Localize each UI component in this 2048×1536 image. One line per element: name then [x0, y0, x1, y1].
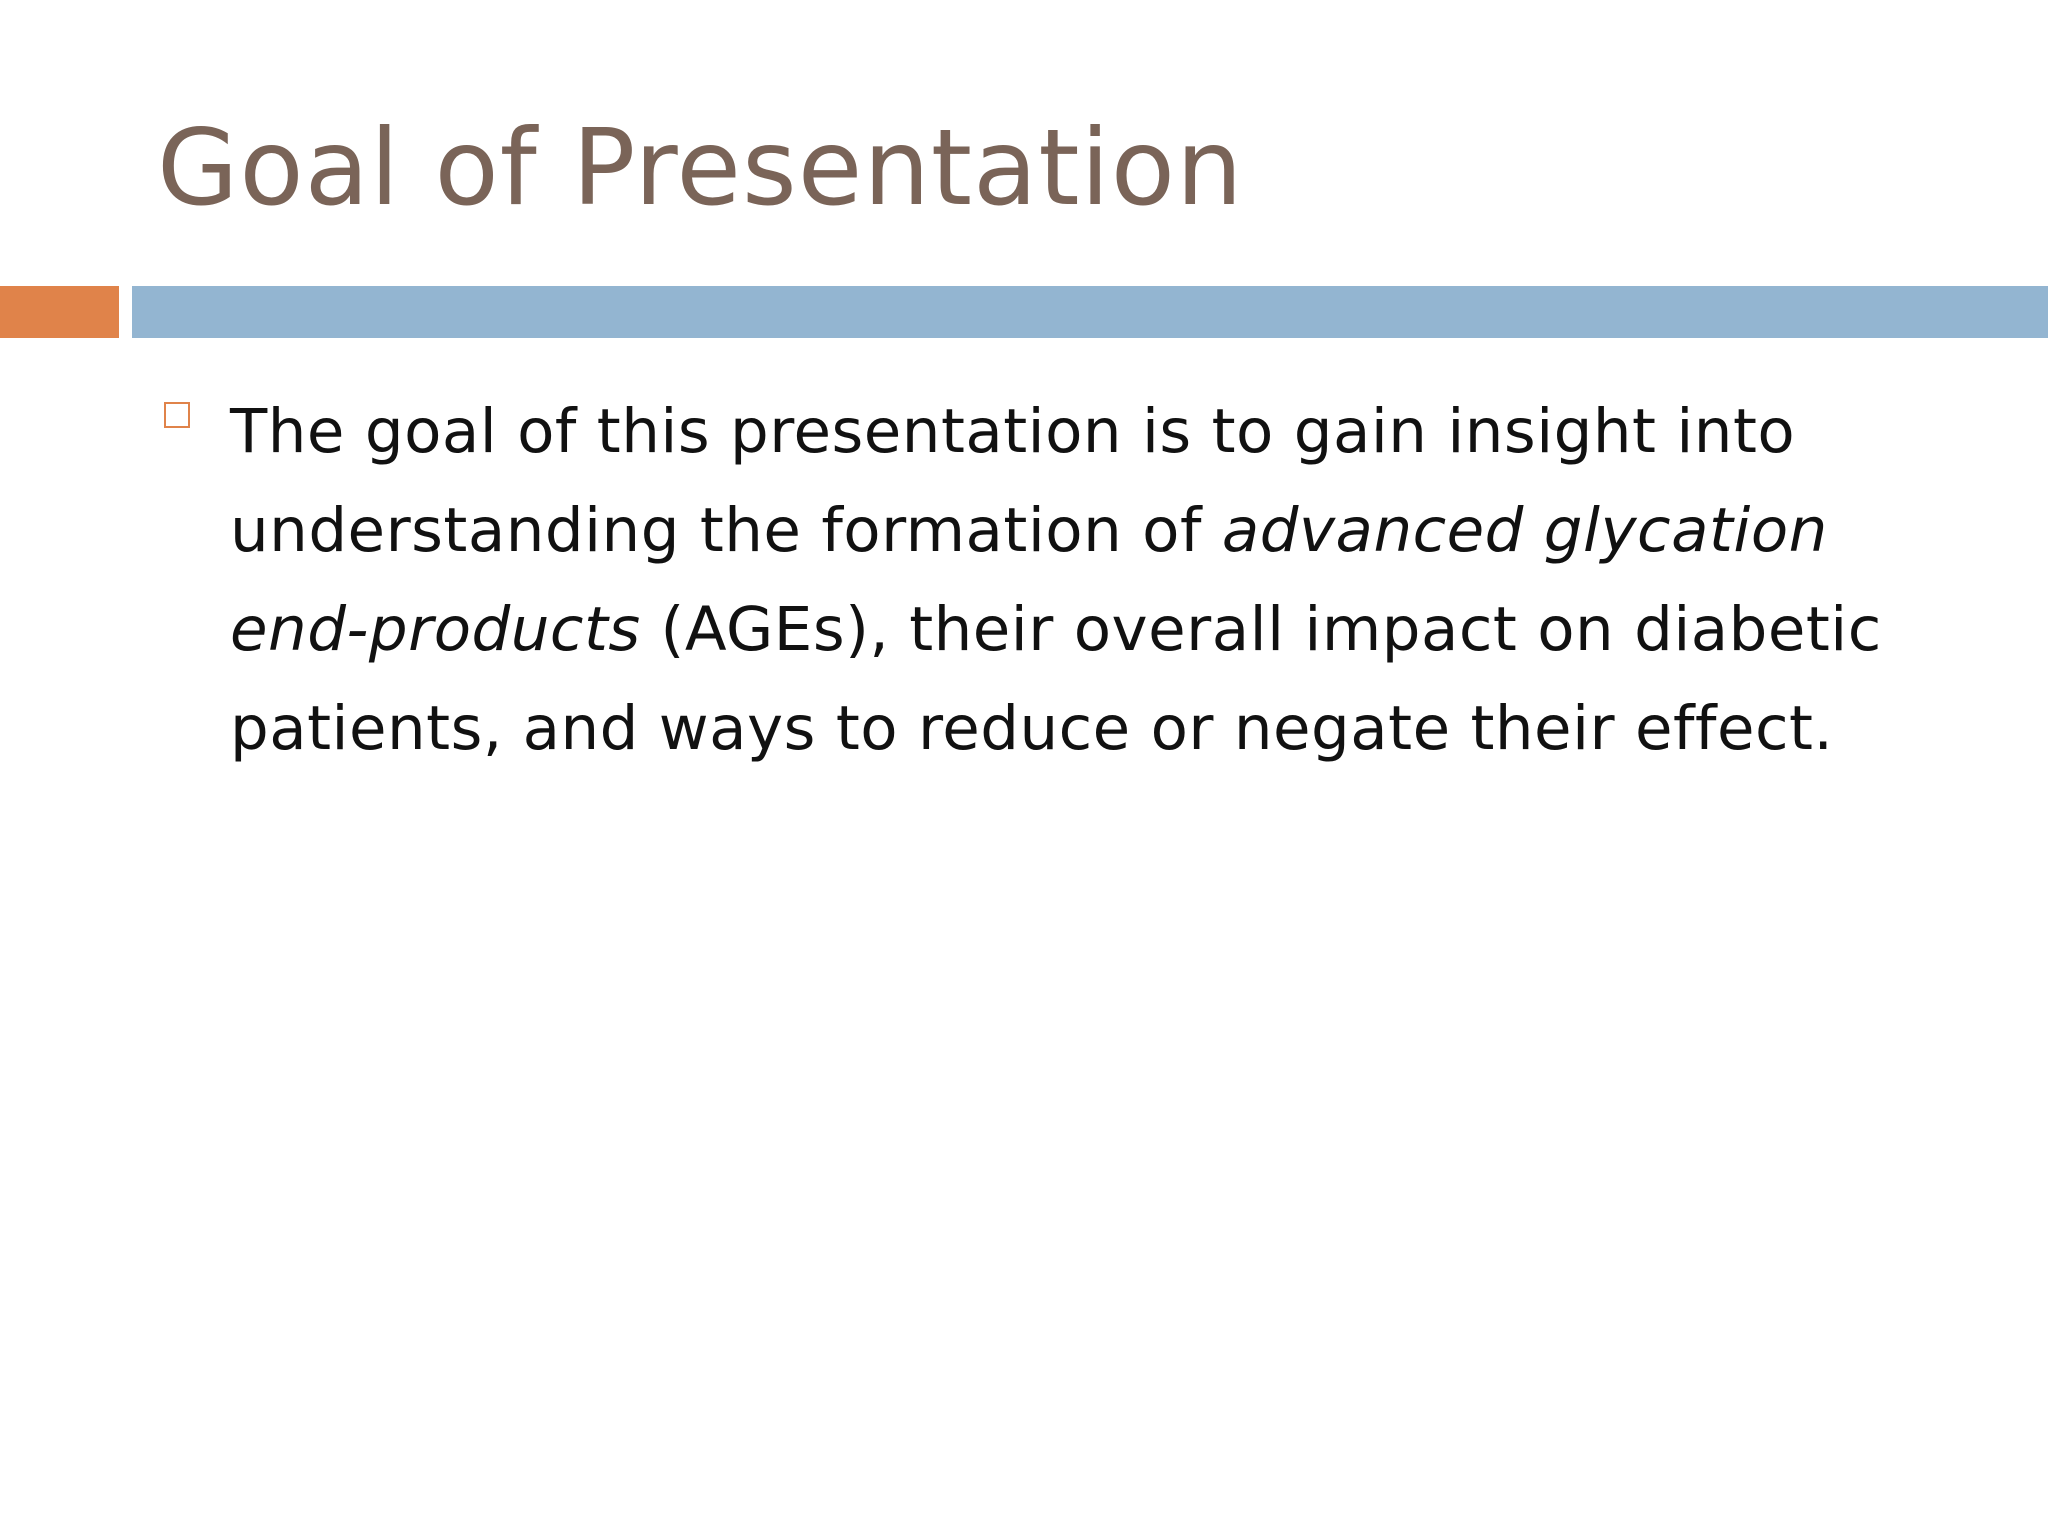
- accent-bar-orange: [0, 286, 119, 338]
- bullet-text-before: The goal of this presentation is to gain insight into understanding the formation of: [230, 396, 1796, 566]
- bullet-text: [230, 382, 1920, 778]
- slide-title: Goal of Presentation: [157, 107, 1244, 229]
- accent-bar-blue: [132, 286, 2048, 338]
- bullet-text-italic: advanced glycation end-products: [230, 495, 1828, 665]
- bullet-text-after: (AGEs), their overall impact on diabetic patients, and ways to reduce or negate their effect.: [230, 594, 1882, 764]
- bullet-item: [160, 382, 1920, 778]
- slide-content: [160, 382, 1920, 778]
- square-bullet-icon: [164, 402, 190, 428]
